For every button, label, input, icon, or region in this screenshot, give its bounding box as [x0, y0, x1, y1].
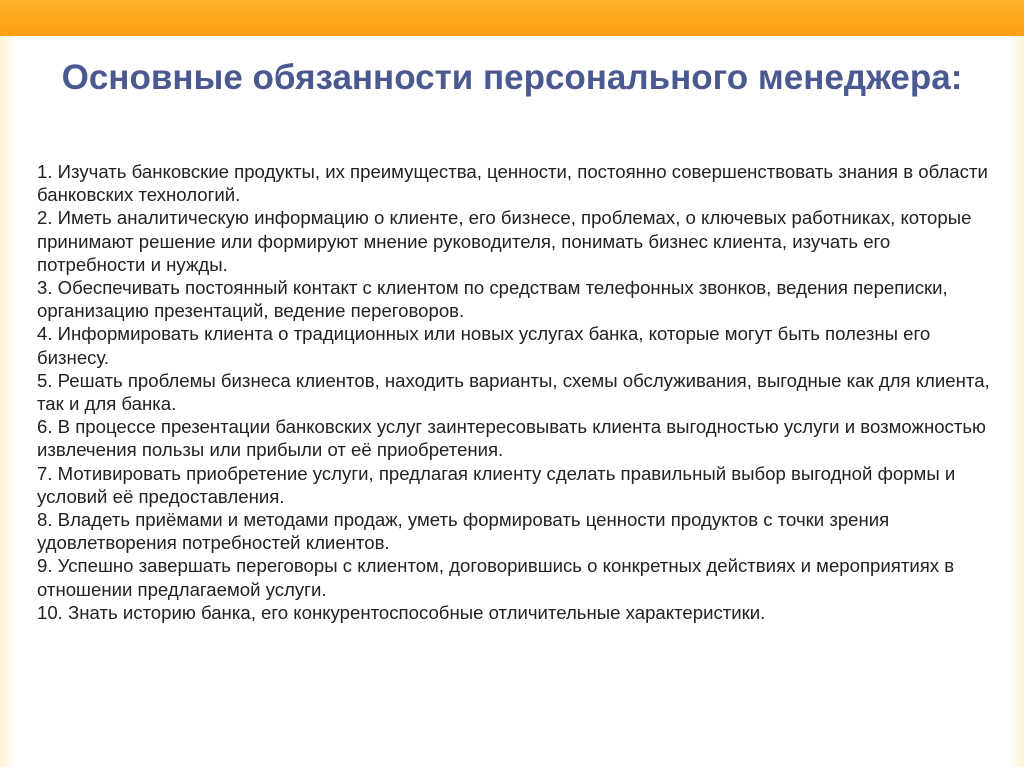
duties-list [37, 160, 997, 624]
duty-item: 2. Иметь аналитическую информацию о клиенте, его бизнесе, проблемах, о ключевых работниках, которые принимают решение или формируют мнение руководителя, понимать бизнес клиента, изучать его потребности и нужды. [37, 207, 972, 275]
duty-item: 9. Успешно завершать переговоры с клиентом, договорившись о конкретных действиях и мероприятиях в отношении предлагаемой услуги. [37, 555, 955, 600]
duty-item: 8. Владеть приёмами и методами продаж, уметь формировать ценности продуктов с точки зрения удовлетворения потребностей клиентов. [37, 509, 890, 554]
duty-item: 7. Мотивировать приобретение услуги, предлагая клиенту сделать правильный выбор выгодной формы и условий её предоставления. [37, 462, 956, 507]
duty-item: 5. Решать проблемы бизнеса клиентов, находить варианты, схемы обслуживания, выгодные как для клиента, так и для банка. [37, 369, 990, 415]
duty-item: 1. Изучать банковские продукты, их преимущества, ценности, постоянно совершенствовать знания в области банковских технологий. [37, 161, 988, 206]
duty-item: 4. Информировать клиента о традиционных или новых услугах банка, которые могут быть полезны его бизнесу. [37, 323, 931, 368]
duty-item: 3. Обеспечивать постоянный контакт с клиентом по средствам телефонных звонков, ведения переписки, организацию презентаций, ведение переговоров. [37, 277, 948, 322]
top-accent-bar [0, 0, 1024, 36]
slide-title: Основные обязанности персонального менеджера: [61, 58, 963, 97]
duty-item: 6. В процессе презентации банковских услуг заинтересовывать клиента выгодностью услуги и возможностью извлечения пользы или прибыли от её приобретения. [37, 416, 987, 461]
duty-item: 10. Знать историю банка, его конкурентоспособные отличительные характеристики. [37, 601, 766, 623]
